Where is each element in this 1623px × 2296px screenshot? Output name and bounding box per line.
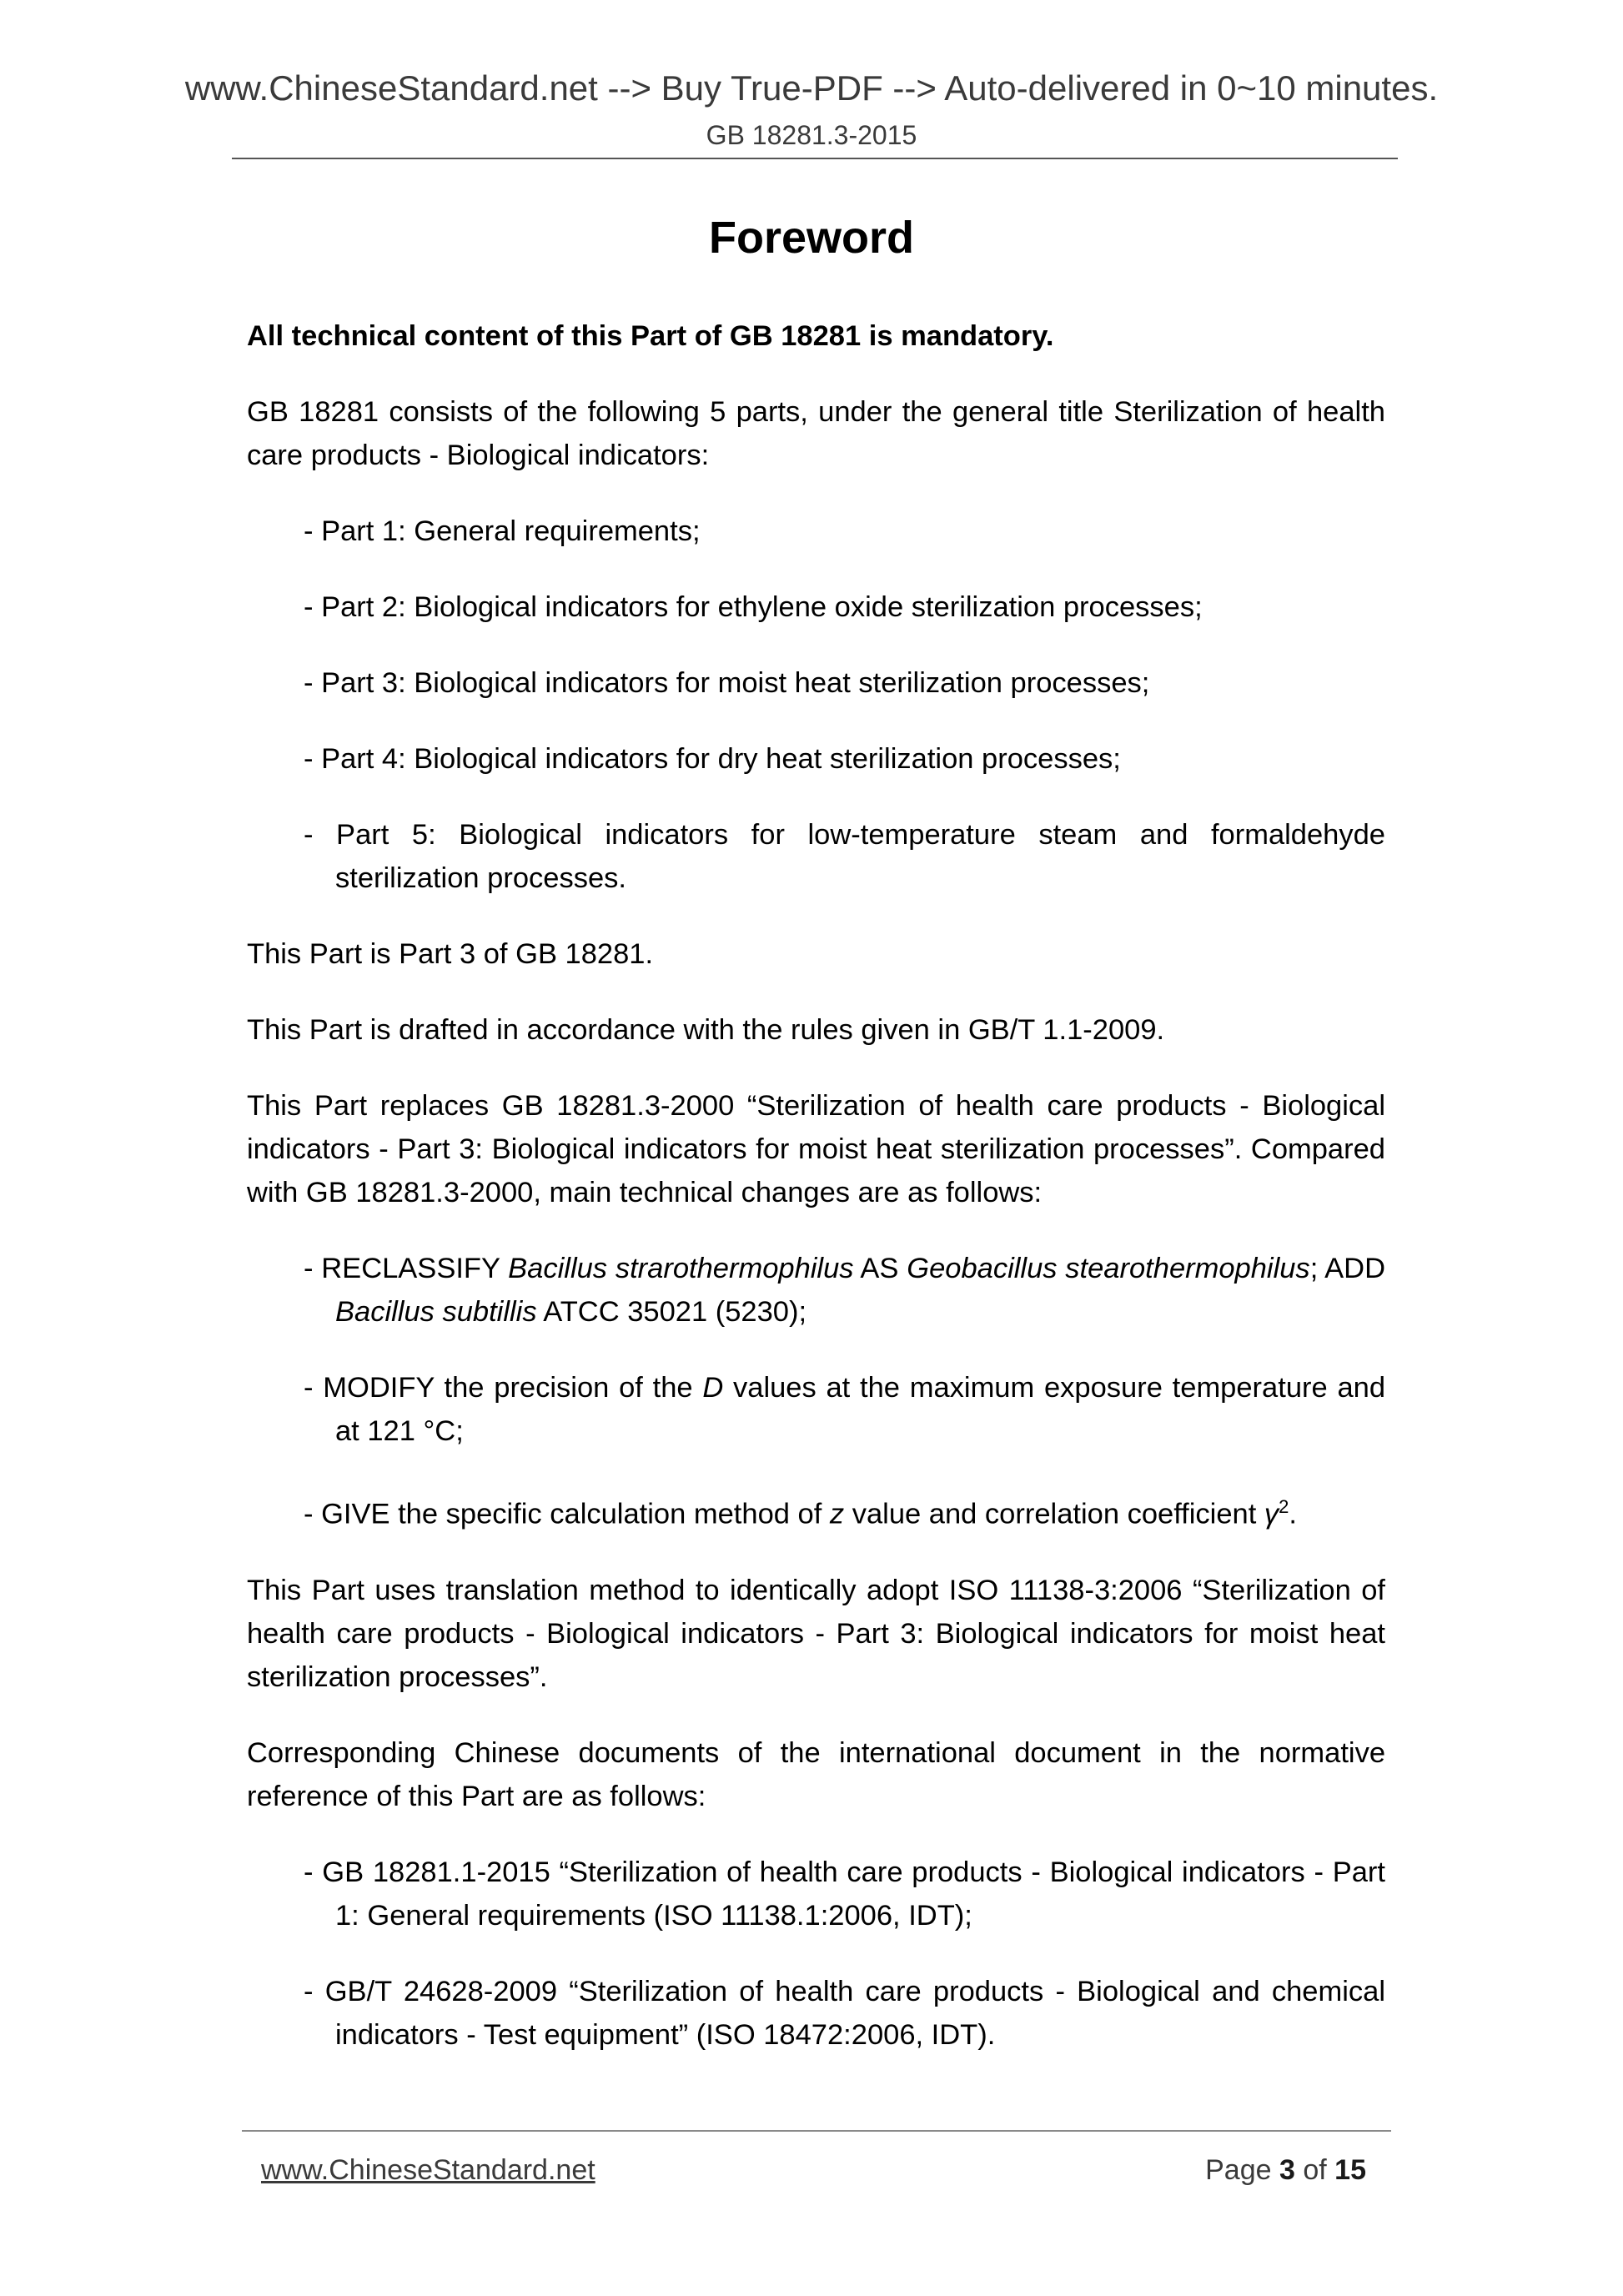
species-name: Geobacillus stearothermophilus [907,1253,1310,1284]
change-text: . [1289,1498,1297,1530]
symbol-d: D [702,1372,724,1404]
mandatory-statement: All technical content of this Part of GB 18281 is mandatory. [247,320,1054,352]
corresponding-paragraph: Corresponding Chinese documents of the international document in the normative reference of this Part are as follows: [247,1736,1385,1812]
page-word: Page [1205,2154,1272,2186]
part-list-item: - Part 1: General requirements; [304,515,701,547]
part-list-item: - Part 2: Biological indicators for ethylene oxide sterilization processes; [304,591,1203,623]
change-text: ATCC 35021 (5230); [536,1296,807,1328]
footer-divider [242,2130,1391,2132]
part-list-item: - Part 5: Biological indicators for low-temperature steam and formaldehyde sterilization processes. [304,819,1385,894]
drafted-paragraph: This Part is drafted in accordance with the rules given in GB/T 1.1-2009. [247,1014,1165,1046]
species-name: Bacillus subtillis [335,1296,537,1328]
change-text: values at the maximum exposure temperature and at 121 °C; [335,1372,1386,1447]
part-list-item: - Part 4: Biological indicators for dry heat sterilization processes; [304,743,1121,775]
change-item-reclassify [304,1247,1385,1334]
change-text: - RECLASSIFY [304,1253,509,1284]
change-text: value and correlation coefficient [844,1498,1264,1530]
change-text: AS [853,1253,907,1284]
change-text: - MODIFY the precision of the [304,1372,703,1404]
superscript-2: 2 [1279,1496,1289,1517]
page-title: Foreword [708,213,914,263]
header-banner: www.ChineseStandard.net --> Buy True-PDF --> Auto-delivered in 0~10 minutes. [184,68,1439,108]
change-item-give [304,1485,1385,1536]
part-of-paragraph: This Part is Part 3 of GB 18281. [247,938,654,970]
part-list-item: - Part 3: Biological indicators for moist heat sterilization processes; [304,667,1150,699]
reference-list-item: - GB 18281.1-2015 “Sterilization of health care products - Biological indicators - Part 1: General requirements (ISO 11138.1:2006, IDT); [304,1856,1385,1932]
reference-list-item: - GB/T 24628-2009 “Sterilization of health care products - Biological and chemical indicators - Test equipment” (ISO 18472:2006, IDT). [304,1975,1385,2051]
consists-paragraph: GB 18281 consists of the following 5 parts, under the general title Sterilization of health care products - Biological indicators: [247,396,1385,471]
change-item-modify [304,1366,1385,1453]
foreword-body [247,314,1385,2089]
replaces-paragraph: This Part replaces GB 18281.3-2000 “Sterilization of health care products - Biological indicators - Part 3: Biological indicators for moist heat sterilization processes”. Compared with GB 18281.3-2000, main technical changes are as follows: [247,1090,1385,1208]
page-total: 15 [1334,2154,1366,2186]
change-text: - GIVE the specific calculation method of [304,1498,830,1530]
footer-site-link[interactable]: www.ChineseStandard.net [261,2154,595,2186]
header-divider [232,158,1398,159]
of-word: of [1303,2154,1327,2186]
standard-code: GB 18281.3-2015 [706,120,917,150]
species-name: Bacillus strarothermophilus [508,1253,854,1284]
symbol-gamma: γ [1264,1498,1279,1530]
change-text: ; ADD [1309,1253,1385,1284]
adopt-paragraph: This Part uses translation method to identically adopt ISO 11138-3:2006 “Sterilization of health care products - Biological indicators - Part 3: Biological indicators for moist heat sterilization processes”. [247,1574,1385,1693]
page-number: 3 [1279,2154,1295,2186]
page-indicator [1205,2152,1366,2188]
symbol-z: z [829,1498,845,1530]
